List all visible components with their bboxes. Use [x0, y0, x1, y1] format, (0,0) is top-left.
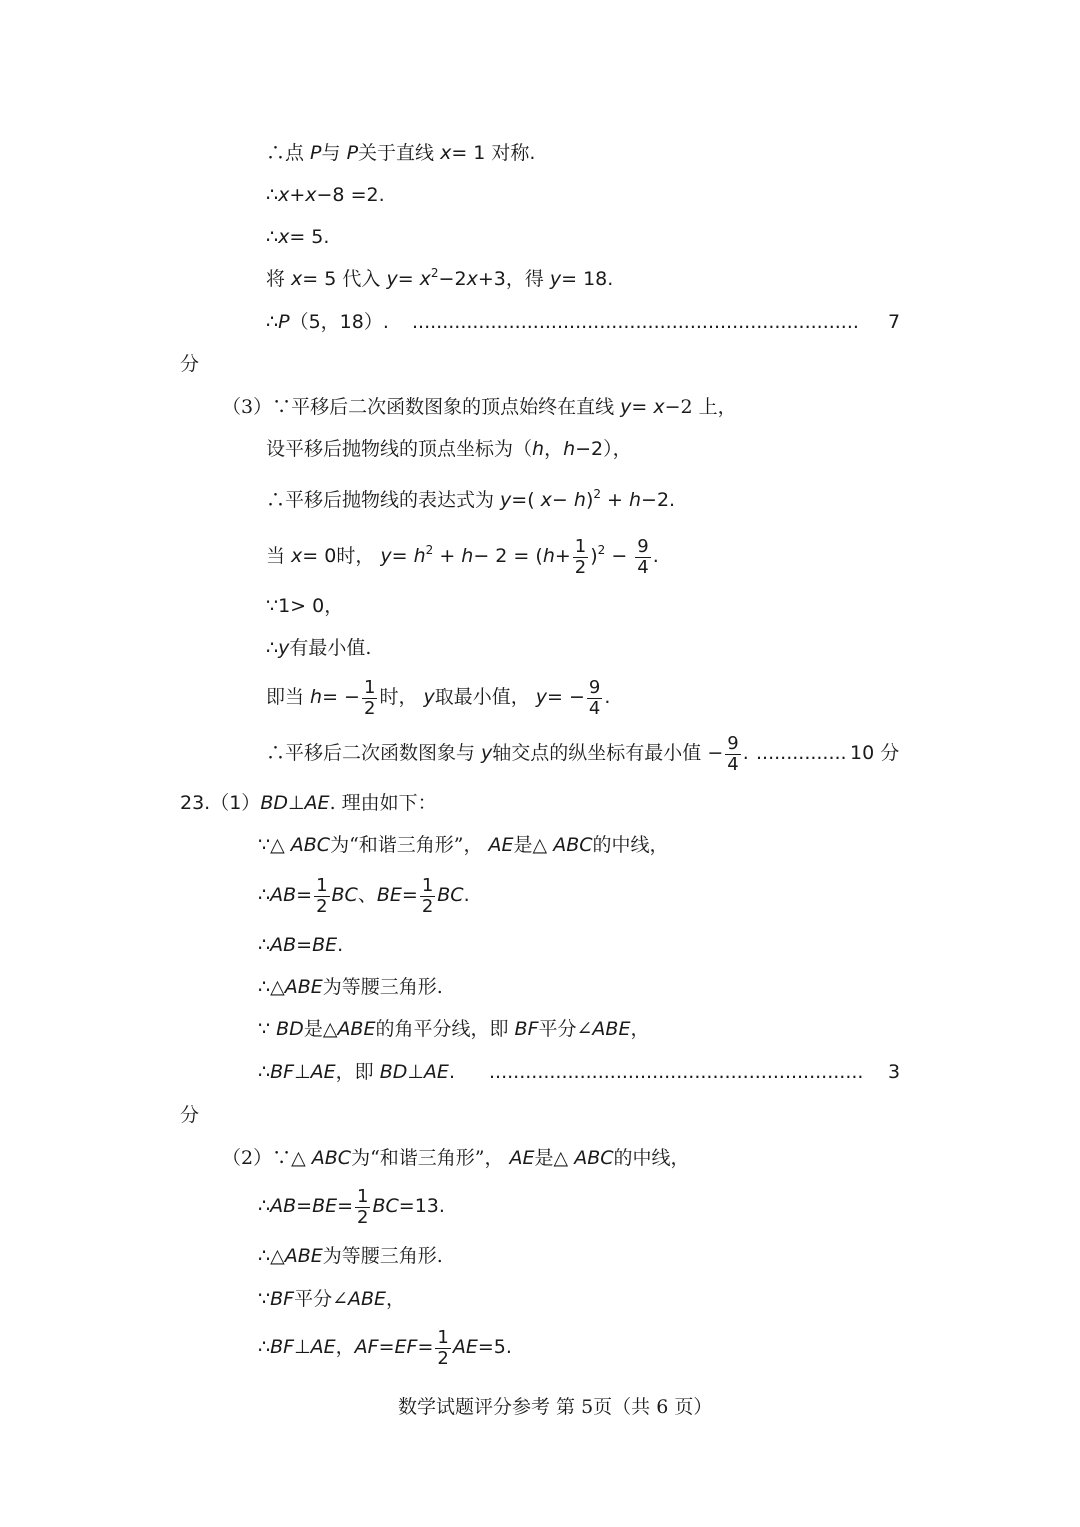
line-minimum-value: 即当 h= − $\frac{1}{2}$ 时， y取最小值， y= − $\frac{9}{4}$ .	[266, 676, 611, 719]
page-footer: 数学试题评分参考 第 5页（共 6 页）	[398, 1396, 713, 1418]
line-substitute: 将 x= 5 代入 $y= x^2-2x+3$，得 y= 18.	[266, 266, 614, 290]
score-leader-dots: ...............	[756, 742, 847, 764]
line-equation-sum: ∴x+x−8 =2.	[266, 184, 385, 206]
line-ab-be-half-bc: ∴AB=BE= $\frac{1}{2}$ BC=13.	[258, 1185, 445, 1228]
score-leader-dots: ..........................................................................	[412, 311, 859, 333]
fraction-nine-fourths: $\frac{9}{4}$	[727, 732, 739, 775]
score-unit: 分	[180, 1104, 200, 1126]
line-coefficient-positive: ∵1> 0，	[266, 595, 344, 617]
line-angle-bisector: ∵ BD是△ABE的角平分线，即 BF平分∠ABE，	[258, 1018, 650, 1040]
line-perpendicular-conclusion: ∴BF⊥AE，即 BD⊥AE.	[258, 1061, 455, 1083]
line-ab-equals-be: ∴AB=BE.	[258, 934, 344, 956]
line-y-has-minimum: ∴y有最小值.	[266, 637, 372, 659]
line-isosceles: ∴△ABE为等腰三角形.	[258, 976, 443, 998]
fraction-one-half: $\frac{1}{2}$	[437, 1326, 449, 1369]
line-parabola-expression: ∴平移后抛物线的表达式为 y=( x− h)$^2$ + h−2.	[266, 487, 676, 511]
line-harmonic-triangle: ∵△ ABC为“和谐三角形”， AE是△ ABC的中线，	[258, 834, 669, 856]
line-q23-part1-heading: 23.（1）BD⊥AE. 理由如下：	[180, 792, 437, 814]
line-af-ef: ∴BF⊥AE，AF=EF= $\frac{1}{2}$ AE=5.	[258, 1326, 512, 1369]
line-when-x-zero: 当 x= 0时， $y= h^2 + h- 2 = (h+$ $\frac{1}{2}$ )$^2$ − $\frac{9}{4}$ .	[266, 535, 659, 578]
line-isosceles-2: ∴△ABE为等腰三角形.	[258, 1245, 443, 1267]
score-value: 7	[888, 311, 901, 333]
fraction-one-half: $\frac{1}{2}$	[574, 535, 587, 578]
fraction-one-half: $\frac{1}{2}$	[357, 1185, 369, 1228]
line-vertex-coordinates: 设平移后抛物线的顶点坐标为（h，h−2），	[266, 438, 632, 460]
fraction-nine-fourths: $\frac{9}{4}$	[588, 676, 601, 719]
line-bf-bisects: ∵BF平分∠ABE，	[258, 1288, 406, 1310]
line-x-value: ∴x= 5.	[266, 226, 330, 248]
line-point-p-score: ∴P（5，18）.	[266, 311, 389, 333]
line-part3-premise: （3）∵平移后二次函数图象的顶点始终在直线 y= x−2 上，	[222, 396, 737, 418]
fraction-one-half: $\frac{1}{2}$	[316, 874, 328, 917]
line-symmetry-statement: ∴点 P与 P关于直线 x= 1 对称.	[266, 142, 536, 164]
line-half-bc: ∴AB= $\frac{1}{2}$ BC、BE= $\frac{1}{2}$ BC.	[258, 874, 470, 917]
fraction-nine-fourths: $\frac{9}{4}$	[637, 535, 649, 578]
score-leader-dots: ..............................................................	[489, 1061, 864, 1083]
line-part2-premise: （2）∵△ ABC为“和谐三角形”， AE是△ ABC的中线，	[222, 1147, 690, 1169]
score-value: 3	[888, 1061, 901, 1083]
score-value: 10 分	[850, 742, 900, 764]
fraction-one-half: $\frac{1}{2}$	[363, 676, 376, 719]
line-conclusion-part3: ∴平移后二次函数图象与 y轴交点的纵坐标有最小值 − $\frac{9}{4}$ .	[266, 732, 749, 775]
fraction-one-half: $\frac{1}{2}$	[421, 874, 434, 917]
score-unit: 分	[180, 353, 200, 375]
